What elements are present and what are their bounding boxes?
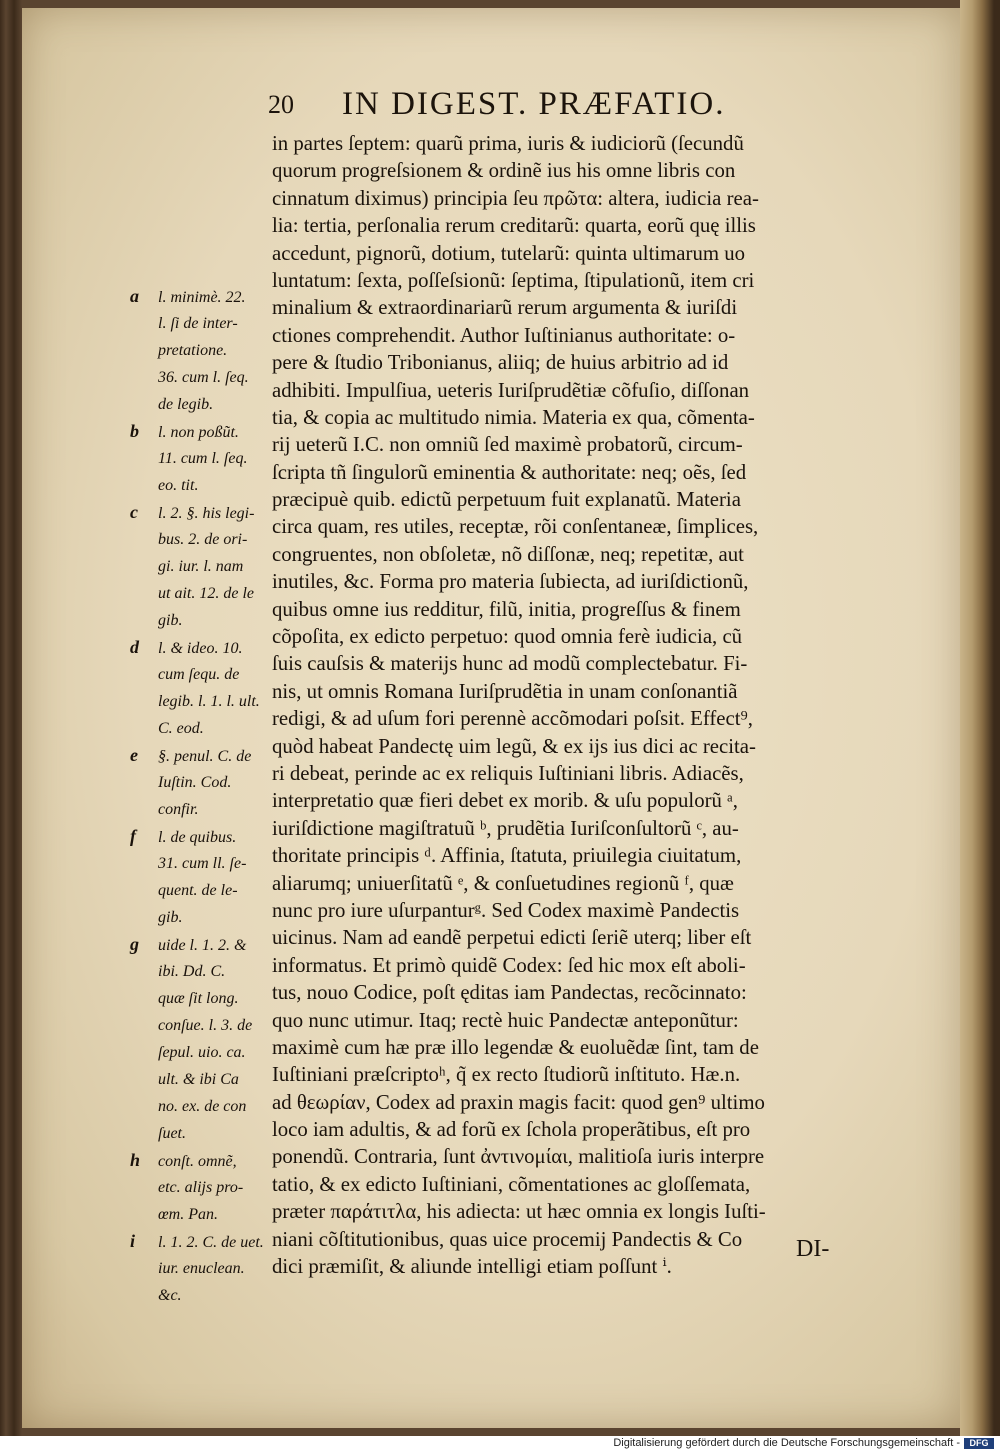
margin-note-line [130,391,265,418]
text-line: ſcripta tñ ſingulorũ eminentia & authoritate: neq; oẽs, ſed [272,460,747,484]
text-line: rij ueterũ I.C. non omniũ ſed maximè probatorũ, circum- [272,433,743,457]
text-line: loco iam adultis, & ad forũ ex ſchola properãtibus, eſt pro [272,1118,751,1142]
text-line: congruentes, non obſoletæ, nõ diſſonæ, neq; repetitæ, aut [272,542,744,566]
margin-note-line [130,472,265,499]
catchword: DI- [796,1236,830,1262]
text-line: aliarumq; uniuerſitatũ ᵉ, & conſuetudines regionũ ᶠ, quæ [272,871,734,895]
text-line: iuriſdictione magiſtratuũ ᵇ, prudẽtia Iuriſconſultorũ ᶜ, au- [272,816,739,840]
margin-note-letter: i [130,1231,136,1251]
margin-note-text: no. ex. de con [158,1098,247,1115]
page-edge [960,0,1000,1436]
text-line: redigi, & ad uſum fori perennè accõmodari poſsit. Effect⁹, [272,707,753,731]
text-line: accedunt, pignorũ, dotium, tutelarũ: quinta ultimarum uo [272,241,746,265]
margin-note-line [130,850,265,877]
margin-note-text: œm. Pan. [158,1206,218,1223]
margin-note-line [130,283,265,310]
digitization-footer [0,1436,1000,1451]
margin-note-line [130,661,265,688]
margin-note-text: confir. [158,801,199,818]
margin-note-line [130,769,265,796]
text-line: ſuis cauſsis & materijs hunc ad modũ complectebatur. Fi- [272,652,748,676]
margin-note-line [130,823,265,850]
margin-note-letter: c [130,502,138,522]
page-number: 20 [268,90,294,119]
page-header [268,86,808,126]
margin-note-text: iur. enuclean. [158,1260,245,1277]
margin-note-text: gi. iur. l. nam [158,558,244,575]
text-line: minalium & extraordinariarũ rerum argumenta & iuriſdi [272,296,738,320]
text-line: circa quam, res utiles, receptæ, rõi conſentaneæ, ſimplices, [272,515,759,539]
margin-note-letter: b [130,421,139,441]
margin-note-line [130,1147,265,1174]
margin-note-line [130,931,265,958]
text-line: dici præmiſit, & aliunde intelligi etiam poſſunt ⁱ. [272,1255,672,1279]
margin-note-letter: a [130,286,139,306]
margin-note-line [130,337,265,364]
margin-note-text: quent. de le- [158,882,238,899]
text-line: ponendũ. Contraria, ſunt ἀντινομίαι, malitioſa iuris interpre [272,1145,765,1169]
text-line: thoritate principis ᵈ. Affinia, ſtatuta, priuilegia ciuitatum, [272,844,742,868]
margin-note-line [130,607,265,634]
text-line: adhibiti. Impulſiua, ueteris Iuriſprudẽtiæ cõfuſio, diſſonan [272,378,750,402]
margin-note-line [130,553,265,580]
margin-note-line [130,688,265,715]
text-line: præter παράτιτλα, his adiecta: ut hæc omnia ex longis Iuſti- [272,1200,766,1224]
text-line: interpretatio quæ fieri debet ex morib. & uſu populorũ ᵃ, [272,789,739,813]
margin-note-line [130,877,265,904]
text-line: niani cõſtitutionibus, quas uice procemij Pandectis & Co [272,1227,743,1251]
text-line: ctiones comprehendit. Author Iuſtinianus authoritate: o- [272,323,736,347]
text-line: tatio, & ex edicto Iuſtiniani, cõmentationes ac gloſſemata, [272,1172,751,1196]
text-line: quibus omne ius redditur, filũ, initia, progreſſus & finem [272,597,741,621]
text-line: tia, & copia ac multitudo nimia. Materia ex qua, cõmenta- [272,405,755,429]
margin-note-text: ſepul. uio. ca. [158,1044,246,1061]
margin-note-letter: g [130,934,139,954]
margin-note-line [130,1120,265,1147]
text-line: tus, nouo Codice, poſt ęditas iam Pandectas, recõcinnato: [272,981,747,1005]
margin-note-line [130,1066,265,1093]
text-line: quòd habeat Pandectę uim legũ, & ex ijs ius dici ac recita- [272,734,756,758]
margin-note-line [130,1255,265,1282]
margin-note-line [130,580,265,607]
text-line: quo nunc utimur. Itaq; rectè huic Pandectæ anteponũtur: [272,1008,739,1032]
margin-note-text: gib. [158,612,183,629]
margin-note-text: l. de quibus. [158,829,237,846]
margin-note-line [130,526,265,553]
text-line: inutiles, &c. Forma pro materia ſubiecta, ad iuriſdictionũ, [272,570,749,594]
margin-note-text: Iuſtin. Cod. [158,774,232,791]
margin-note-text: quæ ſit long. [158,990,239,1007]
margin-note-line [130,445,265,472]
main-text-block [272,130,844,1280]
text-line: pere & ſtudio Tribonianus, aliiq; de huius arbitrio ad id [272,351,729,375]
margin-note-letter: h [130,1150,141,1170]
margin-note-text: gib. [158,909,183,926]
margin-note-letter: e [130,745,138,765]
margin-note-line [130,634,265,661]
margin-note-text: 31. cum ll. ſe- [158,855,247,872]
footer-credit: Digitalisierung gefördert durch die Deutsche Forschungsgemeinschaft - [613,1437,960,1449]
text-line: in partes ſeptem: quarũ prima, iuris & iudiciorũ (ſecundũ [272,132,744,155]
margin-note-letter: d [130,637,139,657]
margin-note-text: 11. cum l. ſeq. [158,450,248,467]
margin-note-text: de legib. [158,396,214,413]
margin-note-line [130,958,265,985]
text-line: cinnatum diximus) principia ſeu πρῶτα: altera, iudicia rea- [272,186,759,210]
margin-notes [130,283,265,1309]
margin-note-text: pretatione. [158,342,228,359]
margin-note-text: 36. cum l. ſeq. [158,369,249,386]
margin-note-line [130,499,265,526]
margin-note-text: C. eod. [158,720,204,737]
text-line: uicinus. Nam ad eandẽ perpetui edicti ſeriẽ uterq; liber eſt [272,926,752,950]
margin-note-line [130,1282,265,1309]
margin-note-line [130,1174,265,1201]
margin-note-line [130,364,265,391]
margin-note-line [130,1201,265,1228]
text-line: nunc pro iure uſurpanturᵍ. Sed Codex maximè Pandectis [272,898,740,922]
dfg-logo: DFG [964,1438,994,1449]
margin-note-text: ſuet. [158,1125,186,1142]
margin-note-line [130,310,265,337]
text-line: nis, ut omnis Romana Iuriſprudẽtia in unam conſonantiã [272,679,738,703]
margin-note-text: l. minimè. 22. [158,289,246,306]
text-line: maximè cum hæ præ illo legendæ & euoluẽdæ ſint, tam de [272,1035,759,1059]
margin-note-text: conſue. l. 3. de [158,1017,253,1034]
text-line: ad θεωρίαν, Codex ad praxin magis facit: quod gen⁹ ultimo [272,1090,765,1114]
text-line: informatus. Et primò quidẽ Codex: ſed hic mox eſt aboli- [272,953,746,977]
margin-note-line [130,985,265,1012]
margin-note-text: l. 2. §. his legi- [158,505,255,522]
margin-note-text: uide l. 1. 2. & [158,937,247,954]
margin-note-text: l. & ideo. 10. [158,640,243,657]
margin-note-text: ut ait. 12. de le [158,585,254,602]
margin-note-text: conſt. omnẽ, [158,1153,237,1170]
margin-note-text: l. 1. 2. C. de uet. [158,1234,264,1251]
margin-note-text: l. ſi de inter- [158,315,238,332]
margin-note-line [130,796,265,823]
margin-note-text: legib. l. 1. l. ult. [158,693,260,710]
text-line: ri debeat, perinde ac ex reliquis Iuſtiniani libris. Adiacẽs, [272,761,744,785]
margin-note-line [130,1012,265,1039]
margin-note-text: l. non poßũt. [158,424,239,441]
margin-note-text: eo. tit. [158,477,199,494]
margin-note-text: cum ſequ. de [158,666,240,683]
margin-note-text: ult. & ibi Ca [158,1071,239,1088]
margin-note-line [130,1228,265,1255]
margin-note-line [130,1093,265,1120]
margin-note-line [130,418,265,445]
text-line: præcipuè quib. edictũ perpetuum fuit explanatũ. Materia [272,488,741,512]
text-line: Iuſtiniani præſcriptoʰ, q̃ ex recto ſtudiorũ inſtituto. Hæ.n. [272,1063,741,1087]
text-line: cõpoſita, ex edicto perpetuo: quod omnia ferè iudicia, cũ [272,625,743,649]
margin-note-text: ibi. Dd. C. [158,963,226,980]
margin-note-text: bus. 2. de ori- [158,531,248,548]
margin-note-line [130,715,265,742]
margin-note-line [130,904,265,931]
text-line: luntatum: ſexta, poſſeſsionũ: ſeptima, ſtipulationũ, item cri [272,268,755,292]
margin-note-letter: f [130,826,136,846]
margin-note-text: &c. [158,1287,182,1304]
margin-note-line [130,1039,265,1066]
running-title: IN DIGEST. PRÆFATIO. [342,86,726,122]
margin-note-line [130,742,265,769]
margin-note-text: etc. alijs pro- [158,1179,244,1196]
text-line: quorum progreſsionem & ordinẽ ius his omne libris con [272,159,736,183]
margin-note-text: §. penul. C. de [158,748,252,765]
text-line: lia: tertia, perſonalia rerum creditarũ: quarta, eorũ quę illis [272,214,756,238]
